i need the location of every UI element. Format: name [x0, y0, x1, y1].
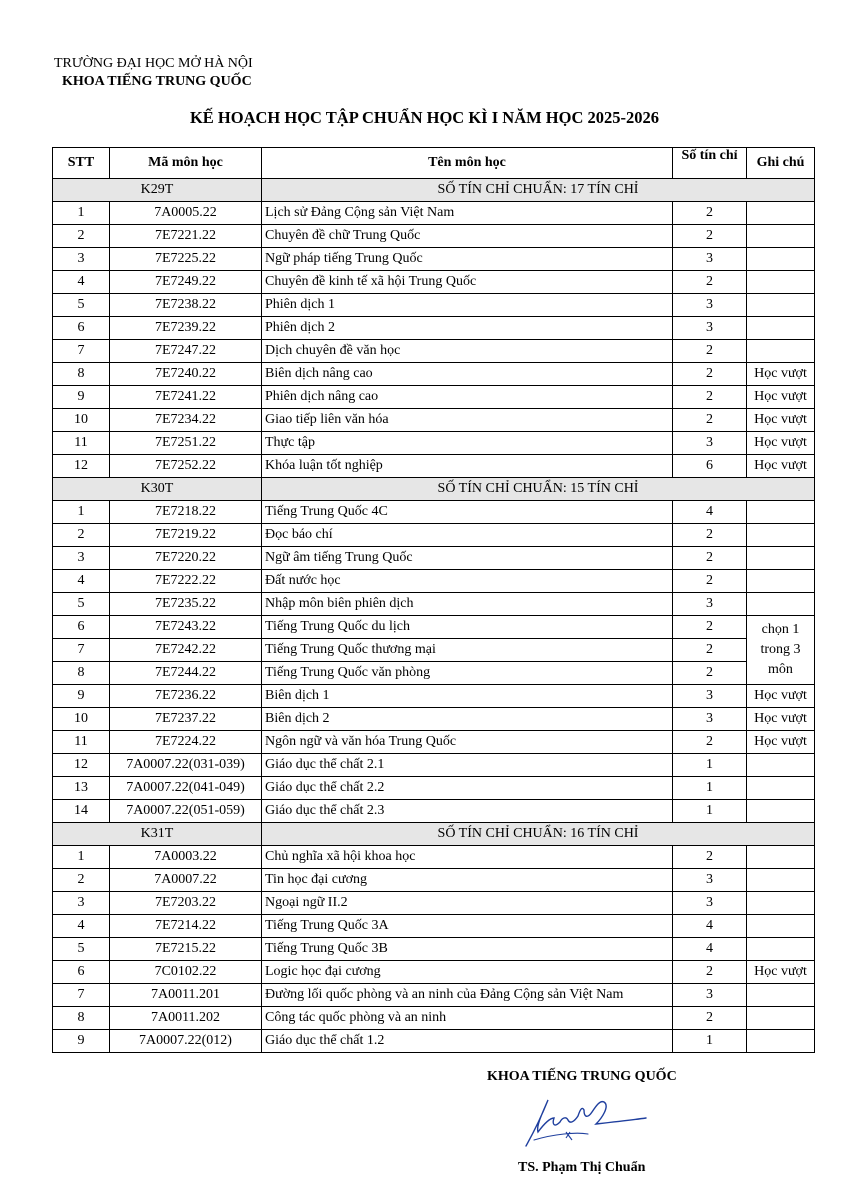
course-credits: 2: [673, 409, 747, 432]
course-note: [747, 570, 815, 593]
university-name: TRƯỜNG ĐẠI HỌC MỞ HÀ NỘI: [54, 56, 253, 71]
group-header-row: [53, 478, 815, 501]
row-stt: 1: [53, 846, 110, 869]
course-code: 7C0102.22: [110, 961, 262, 984]
table-row: [53, 777, 815, 800]
course-name: Biên dịch 1: [262, 685, 673, 708]
table-row: [53, 294, 815, 317]
course-note: [747, 501, 815, 524]
course-credits: 3: [673, 685, 747, 708]
course-note: [747, 915, 815, 938]
course-note: chọn 1 trong 3 môn: [747, 616, 815, 685]
table-row: [53, 800, 815, 823]
table-row: [53, 248, 815, 271]
course-code: 7E7203.22: [110, 892, 262, 915]
row-stt: 4: [53, 271, 110, 294]
course-note: [747, 869, 815, 892]
course-credits: 2: [673, 639, 747, 662]
course-credits: 2: [673, 846, 747, 869]
course-name: Chủ nghĩa xã hội khoa học: [262, 846, 673, 869]
row-stt: 11: [53, 731, 110, 754]
course-note: Học vượt: [747, 685, 815, 708]
course-name: Nhập môn biên phiên dịch: [262, 593, 673, 616]
table-row: [53, 363, 815, 386]
column-header-note: Ghi chú: [747, 148, 815, 179]
course-code: 7E7247.22: [110, 340, 262, 363]
table-row: [53, 892, 815, 915]
document-title: KẾ HOẠCH HỌC TẬP CHUẨN HỌC KÌ I NĂM HỌC 2025-2026: [189, 108, 660, 127]
table-row: [53, 202, 815, 225]
course-code: 7A0007.22: [110, 869, 262, 892]
row-stt: 14: [53, 800, 110, 823]
table-row: [53, 685, 815, 708]
course-code: 7E7215.22: [110, 938, 262, 961]
row-stt: 2: [53, 869, 110, 892]
course-note: Học vượt: [747, 708, 815, 731]
course-name: Chuyên đề kinh tế xã hội Trung Quốc: [262, 271, 673, 294]
table-row: [53, 570, 815, 593]
course-credits: 2: [673, 1007, 747, 1030]
row-stt: 12: [53, 754, 110, 777]
table-row: [53, 432, 815, 455]
group-label: K30T: [53, 478, 262, 501]
course-credits: 1: [673, 777, 747, 800]
course-name: Giáo dục thể chất 1.2: [262, 1030, 673, 1053]
course-name: Giao tiếp liên văn hóa: [262, 409, 673, 432]
course-name: Dịch chuyên đề văn học: [262, 340, 673, 363]
course-code: 7A0007.22(012): [110, 1030, 262, 1053]
group-label: K29T: [53, 179, 262, 202]
group-standard-credits: SỐ TÍN CHỈ CHUẨN: 16 TÍN CHỈ: [262, 823, 815, 846]
row-stt: 1: [53, 501, 110, 524]
course-code: 7E7218.22: [110, 501, 262, 524]
course-credits: 2: [673, 524, 747, 547]
course-note: [747, 547, 815, 570]
row-stt: 10: [53, 409, 110, 432]
course-code: 7E7242.22: [110, 639, 262, 662]
table-row: [53, 501, 815, 524]
course-code: 7E7236.22: [110, 685, 262, 708]
course-credits: 2: [673, 961, 747, 984]
course-code: 7E7224.22: [110, 731, 262, 754]
group-label: K31T: [53, 823, 262, 846]
group-standard-credits: SỐ TÍN CHỈ CHUẨN: 15 TÍN CHỈ: [262, 478, 815, 501]
course-credits: 4: [673, 915, 747, 938]
course-note: Học vượt: [747, 961, 815, 984]
course-note: Học vượt: [747, 386, 815, 409]
course-code: 7E7234.22: [110, 409, 262, 432]
row-stt: 9: [53, 685, 110, 708]
course-code: 7E7251.22: [110, 432, 262, 455]
course-credits: 2: [673, 570, 747, 593]
group-header-row: [53, 823, 815, 846]
course-note: [747, 1030, 815, 1053]
table-row: [53, 386, 815, 409]
course-name: Công tác quốc phòng và an ninh: [262, 1007, 673, 1030]
row-stt: 5: [53, 938, 110, 961]
course-name: Tiếng Trung Quốc 3B: [262, 938, 673, 961]
table-row: [53, 524, 815, 547]
row-stt: 9: [53, 1030, 110, 1053]
table-row: [53, 593, 815, 616]
course-code: 7E7235.22: [110, 593, 262, 616]
table-row: [53, 915, 815, 938]
table-row: [53, 409, 815, 432]
course-credits: 3: [673, 294, 747, 317]
table-row: [53, 639, 815, 662]
row-stt: 5: [53, 294, 110, 317]
course-credits: 3: [673, 432, 747, 455]
course-credits: 2: [673, 363, 747, 386]
group-header-row: [53, 179, 815, 202]
course-code: 7A0007.22(051-059): [110, 800, 262, 823]
course-note: Học vượt: [747, 409, 815, 432]
faculty-name: KHOA TIẾNG TRUNG QUỐC: [62, 74, 252, 89]
row-stt: 2: [53, 524, 110, 547]
row-stt: 13: [53, 777, 110, 800]
row-stt: 4: [53, 570, 110, 593]
course-credits: 2: [673, 616, 747, 639]
course-code: 7E7239.22: [110, 317, 262, 340]
row-stt: 6: [53, 317, 110, 340]
course-credits: 6: [673, 455, 747, 478]
row-stt: 12: [53, 455, 110, 478]
course-note: [747, 340, 815, 363]
table-row: [53, 271, 815, 294]
course-code: 7E7221.22: [110, 225, 262, 248]
course-credits: 1: [673, 754, 747, 777]
row-stt: 3: [53, 547, 110, 570]
course-credits: 2: [673, 202, 747, 225]
course-code: 7A0007.22(031-039): [110, 754, 262, 777]
course-note: [747, 225, 815, 248]
table-row: [53, 1030, 815, 1053]
course-name: Ngữ pháp tiếng Trung Quốc: [262, 248, 673, 271]
row-stt: 9: [53, 386, 110, 409]
course-note: [747, 846, 815, 869]
course-code: 7A0011.201: [110, 984, 262, 1007]
column-header-credits: Số tín chỉ: [673, 148, 747, 179]
row-stt: 4: [53, 915, 110, 938]
course-name: Đất nước học: [262, 570, 673, 593]
row-stt: 8: [53, 363, 110, 386]
course-code: 7A0005.22: [110, 202, 262, 225]
course-credits: 2: [673, 271, 747, 294]
course-code: 7E7252.22: [110, 455, 262, 478]
course-name: Giáo dục thể chất 2.1: [262, 754, 673, 777]
row-stt: 1: [53, 202, 110, 225]
footer-faculty: KHOA TIẾNG TRUNG QUỐC: [487, 1069, 677, 1084]
course-credits: 1: [673, 800, 747, 823]
course-note: [747, 317, 815, 340]
row-stt: 8: [53, 662, 110, 685]
column-header-code: Mã môn học: [110, 148, 262, 179]
course-note: [747, 202, 815, 225]
course-name: Chuyên đề chữ Trung Quốc: [262, 225, 673, 248]
course-credits: 2: [673, 662, 747, 685]
row-stt: 11: [53, 432, 110, 455]
table-row: [53, 317, 815, 340]
row-stt: 7: [53, 340, 110, 363]
course-name: Tiếng Trung Quốc du lịch: [262, 616, 673, 639]
table-row: [53, 455, 815, 478]
course-credits: 3: [673, 869, 747, 892]
course-credits: 3: [673, 593, 747, 616]
course-credits: 1: [673, 1030, 747, 1053]
course-code: 7E7243.22: [110, 616, 262, 639]
course-code: 7E7241.22: [110, 386, 262, 409]
table-row: [53, 547, 815, 570]
course-name: Biên dịch nâng cao: [262, 363, 673, 386]
row-stt: 6: [53, 961, 110, 984]
table-header-row: [53, 148, 815, 179]
course-name: Tiếng Trung Quốc 3A: [262, 915, 673, 938]
row-stt: 6: [53, 616, 110, 639]
table-row: [53, 869, 815, 892]
table-row: [53, 961, 815, 984]
course-note: [747, 892, 815, 915]
course-name: Phiên dịch nâng cao: [262, 386, 673, 409]
course-name: Giáo dục thể chất 2.2: [262, 777, 673, 800]
row-stt: 2: [53, 225, 110, 248]
course-name: Đường lối quốc phòng và an ninh của Đảng Cộng sản Việt Nam: [262, 984, 673, 1007]
row-stt: 8: [53, 1007, 110, 1030]
course-code: 7A0011.202: [110, 1007, 262, 1030]
course-note: [747, 248, 815, 271]
course-credits: 2: [673, 547, 747, 570]
course-note: [747, 1007, 815, 1030]
table-row: [53, 708, 815, 731]
course-credits: 2: [673, 225, 747, 248]
group-standard-credits: SỐ TÍN CHỈ CHUẨN: 17 TÍN CHỈ: [262, 179, 815, 202]
course-name: Phiên dịch 1: [262, 294, 673, 317]
signer-name: TS. Phạm Thị Chuẩn: [518, 1160, 646, 1175]
course-code: 7E7240.22: [110, 363, 262, 386]
course-code: 7E7219.22: [110, 524, 262, 547]
table-row: [53, 938, 815, 961]
course-name: Tiếng Trung Quốc văn phòng: [262, 662, 673, 685]
row-stt: 3: [53, 892, 110, 915]
column-header-stt: STT: [53, 148, 110, 179]
table-row: [53, 662, 815, 685]
course-code: 7E7244.22: [110, 662, 262, 685]
course-note: [747, 938, 815, 961]
table-row: [53, 984, 815, 1007]
row-stt: 3: [53, 248, 110, 271]
course-note: Học vượt: [747, 432, 815, 455]
row-stt: 5: [53, 593, 110, 616]
course-code: 7E7238.22: [110, 294, 262, 317]
course-code: 7E7220.22: [110, 547, 262, 570]
course-note: [747, 593, 815, 616]
course-code: 7E7225.22: [110, 248, 262, 271]
study-plan-table: [52, 147, 815, 1053]
course-code: 7E7214.22: [110, 915, 262, 938]
course-credits: 3: [673, 892, 747, 915]
course-credits: 2: [673, 731, 747, 754]
table-row: [53, 340, 815, 363]
table-row: [53, 731, 815, 754]
course-note: [747, 777, 815, 800]
course-credits: 3: [673, 317, 747, 340]
course-name: Giáo dục thể chất 2.3: [262, 800, 673, 823]
course-credits: 3: [673, 248, 747, 271]
row-stt: 10: [53, 708, 110, 731]
course-code: 7E7249.22: [110, 271, 262, 294]
course-code: 7A0007.22(041-049): [110, 777, 262, 800]
course-note: Học vượt: [747, 731, 815, 754]
course-name: Logic học đại cương: [262, 961, 673, 984]
course-name: Ngôn ngữ và văn hóa Trung Quốc: [262, 731, 673, 754]
course-credits: 4: [673, 501, 747, 524]
course-name: Lịch sử Đảng Cộng sản Việt Nam: [262, 202, 673, 225]
course-name: Phiên dịch 2: [262, 317, 673, 340]
course-credits: 2: [673, 386, 747, 409]
course-code: 7E7222.22: [110, 570, 262, 593]
table-row: [53, 616, 815, 639]
course-credits: 3: [673, 984, 747, 1007]
column-header-name: Tên môn học: [262, 148, 673, 179]
course-note: [747, 271, 815, 294]
course-code: 7E7237.22: [110, 708, 262, 731]
course-credits: 3: [673, 708, 747, 731]
course-note: [747, 984, 815, 1007]
course-name: Đọc báo chí: [262, 524, 673, 547]
course-note: [747, 524, 815, 547]
course-note: Học vượt: [747, 363, 815, 386]
signature: [514, 1088, 654, 1158]
table-row: [53, 846, 815, 869]
course-name: Khóa luận tốt nghiệp: [262, 455, 673, 478]
course-code: 7A0003.22: [110, 846, 262, 869]
table-row: [53, 754, 815, 777]
course-name: Ngoại ngữ II.2: [262, 892, 673, 915]
table-row: [53, 225, 815, 248]
table-row: [53, 1007, 815, 1030]
course-name: Thực tập: [262, 432, 673, 455]
course-note: [747, 294, 815, 317]
row-stt: 7: [53, 639, 110, 662]
course-name: Biên dịch 2: [262, 708, 673, 731]
table-body: [53, 179, 815, 1053]
course-note: [747, 754, 815, 777]
course-note: [747, 800, 815, 823]
course-name: Tiếng Trung Quốc thương mại: [262, 639, 673, 662]
course-name: Tin học đại cương: [262, 869, 673, 892]
course-credits: 2: [673, 340, 747, 363]
course-note: Học vượt: [747, 455, 815, 478]
row-stt: 7: [53, 984, 110, 1007]
course-credits: 4: [673, 938, 747, 961]
course-name: Tiếng Trung Quốc 4C: [262, 501, 673, 524]
course-name: Ngữ âm tiếng Trung Quốc: [262, 547, 673, 570]
